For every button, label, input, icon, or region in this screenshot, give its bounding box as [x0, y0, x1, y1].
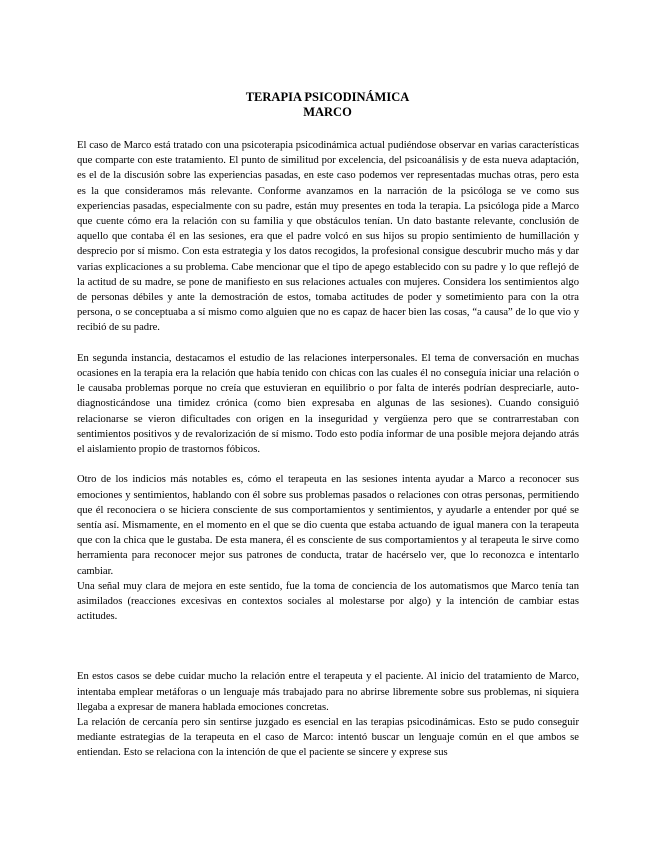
paragraph-4: Una señal muy clara de mejora en este sentido, fue la toma de conciencia de los automatismos que Marco tenía tan asimilados (reacciones excesivas en contextos sociales al molestarse por algo) y la intención de cambiar estas actitudes.: [77, 580, 579, 623]
paragraph-5: En estos casos se debe cuidar mucho la relación entre el terapeuta y el paciente. Al inicio del tratamiento de Marco, intentaba emplear metáforas o un lenguaje más trabajado para no abrirse libremente sobre sus problemas, ni siquiera llegaba a expresar de manera hablada emociones concretas.: [77, 671, 579, 713]
paragraph-6: La relación de cercanía pero sin sentirse juzgado es esencial en las terapias psicodinámicas. Esto se pudo conseguir mediante estrategias de la terapeuta en el caso de Marco: intentó buscar un lenguaje común en el que ambos se entiendan. Esto se relaciona con la intención de que el paciente se sincere y exprese sus: [77, 717, 579, 759]
page-title: TERAPIA PSICODINÁMICA: [245, 90, 410, 104]
paragraph-2: En segunda instancia, destacamos el estudio de las relaciones interpersonales. El tema de conversación en muchas ocasiones en la terapia era la relación que había tenido con chicas con las cuales él no conseguía iniciar una relación o le causaba problemas porque no creía que estuvieran en equilibrio o por falta de interés podrían despreciarle, auto-diagnosticándose una timidez crónica (como bien expresaba en algunas de las sesiones). Cuando consiguió relacionarse se vieron dificultades con origen en la inseguridad y vergüenza pero que se contrarrestaban con sentimientos positivos y de revalorización de sí mismo. Todo esto podía informar de una posible mejora dejando atrás el aislamiento propio de trastornos fóbicos.: [77, 352, 579, 456]
title-block: [0, 90, 655, 120]
document-body: [77, 138, 579, 761]
page-subtitle: MARCO: [303, 105, 352, 119]
paragraph-3: Otro de los indicios más notables es, cómo el terapeuta en las sesiones intenta ayudar a Marco a reconocer sus emociones y sentimientos, hablando con él sobre sus problemas pasados o relaciones con otras personas, permitiendo que él reconociera o se hiciera consciente de sus comportamientos y sentimientos, y ayudarle a entender por qué se sentía así. Mismamente, en el momento en el que se dio cuenta que estaba actuando de igual manera con la terapeuta que con la chica que le gustaba. De esta manera, él es consciente de sus comportamientos y al terapeuta le sirve como herramienta para reconocer mejor sus patrones de conducta, tratar de hacérselo ver, que lo reconozca e intentarlo cambiar.: [77, 474, 579, 577]
paragraph-1: El caso de Marco está tratado con una psicoterapia psicodinámica actual pudiéndose observar en varias características que comparte con este tratamiento. El punto de similitud por excelencia, del psicoanálisis y de esta nueva adaptación, es el de la discusión sobre las experiencias pasadas, en este caso podemos ver representadas muchas otras, pero esta es la que consideramos más relevante. Conforme avanzamos en la narración de la psicóloga se ve como sus experiencias pasadas, especialmente con su padre, están muy presentes en toda la terapia. La psicóloga pide a Marco que cuente cómo era la relación con su familia y que obstáculos tenían. Un dato bastante relevante, conclusión de aquello que contaba él en las sesiones, era que el padre volcó en sus hijos su propio sentimiento de humillación y desprecio por sí mismo. Con esta estrategia y los datos recogidos, la profesional consigue descubrir mucho más y dar varias explicaciones a su problema. Cabe mencionar que el tipo de apego establecido con su padre y lo que reflejó de la actitud de su madre, se pone de manifiesto en sus relaciones actuales con mujeres. Considera los sentimientos algo de personas débiles y ante la demostración de estos, tomaba actitudes de poder y sometimiento para con la otra persona, o se conceptuaba a sí mismo como alguien que no es capaz de hacer bien las cosas, “a causa” de lo que vio y recibió de su padre.: [77, 140, 579, 334]
